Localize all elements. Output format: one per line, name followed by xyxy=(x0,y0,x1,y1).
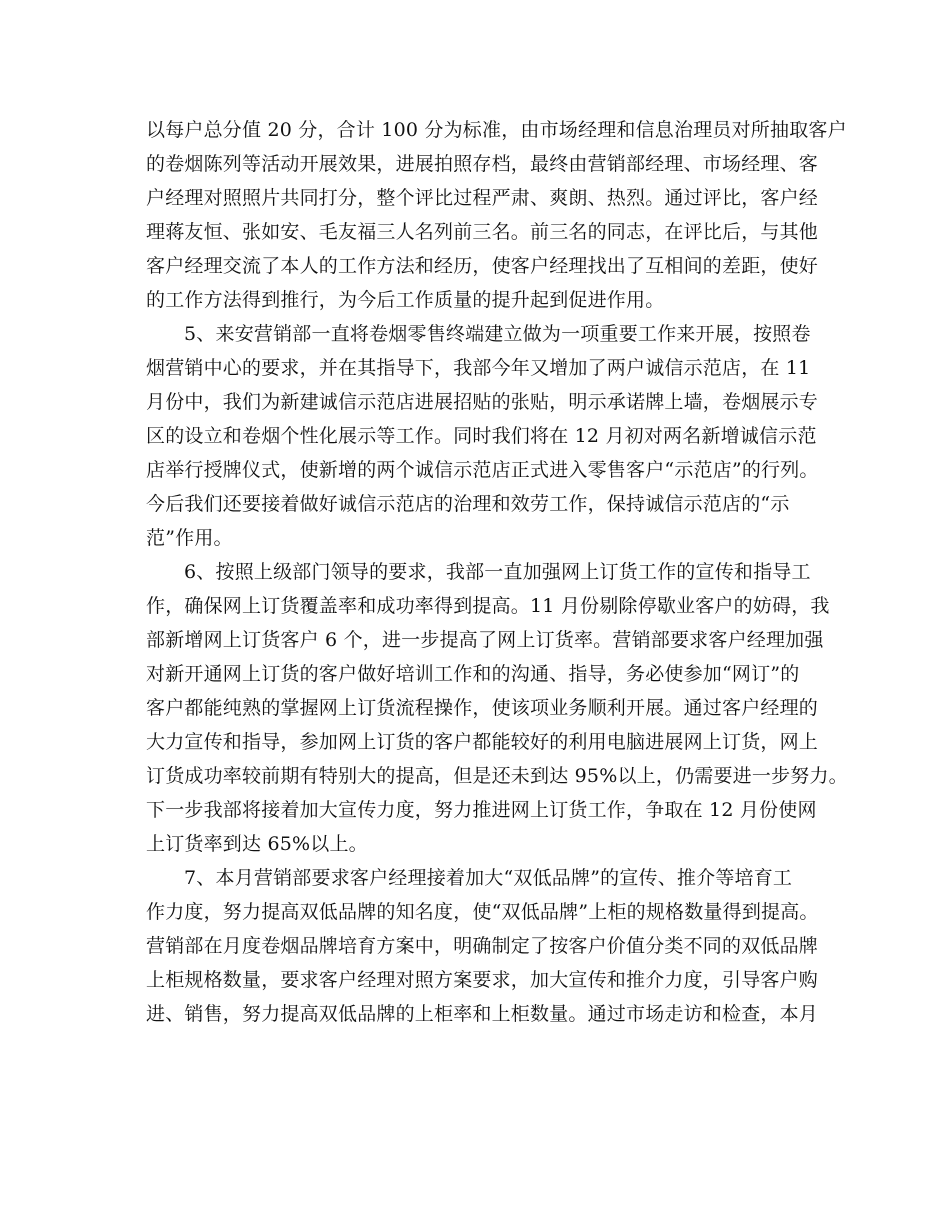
text-line: 今后我们还要接着做好诚信示范店的治理和效劳工作，保持诚信示范店的“示 xyxy=(146,493,790,515)
text-line: 户经理对照照片共同打分，整个评比过程严肃、爽朗、热烈。通过评比，客户经 xyxy=(146,187,819,209)
text-line: 6、按照上级部门领导的要求，我部一直加强网上订货工作的宣传和指导工 xyxy=(184,561,811,583)
text-line: 大力宣传和指导，参加网上订货的客户都能较好的利用电脑进展网上订货，网上 xyxy=(146,731,819,753)
text-line: 5、来安营销部一直将卷烟零售终端建立做为一项重要工作来开展，按照卷 xyxy=(184,323,811,345)
text-line: 客户经理交流了本人的工作方法和经历，使客户经理找出了互相间的差距，使好 xyxy=(146,255,819,277)
text-line: 烟营销中心的要求，并在其指导下，我部今年又增加了两户诚信示范店，在 11 xyxy=(146,357,811,379)
text-line: 进、销售，努力提高双低品牌的上柜率和上柜数量。通过市场走访和检查，本月 xyxy=(146,1003,819,1025)
text-line: 范”作用。 xyxy=(146,527,233,549)
text-line: 对新开通网上订货的客户做好培训工作和的沟通、指导，务必使参加“网订”的 xyxy=(146,663,800,685)
text-line: 以每户总分值 20 分，合计 100 分为标准，由市场经理和信息治理员对所抽取客户 xyxy=(146,119,847,141)
text-line: 7、本月营销部要求客户经理接着加大“双低品牌”的宣传、推介等培育工 xyxy=(184,867,793,889)
text-line: 订货成功率较前期有特别大的提高，但是还未到达 95%以上，仍需要进一步努力。 xyxy=(146,765,848,787)
text-line: 店举行授牌仪式，使新增的两个诚信示范店正式进入零售客户“示范店”的行列。 xyxy=(146,459,819,481)
text-line: 上柜规格数量，要求客户经理对照方案要求，加大宣传和推介力度，引导客户购 xyxy=(146,969,819,991)
text-line: 作力度，努力提高双低品牌的知名度，使“双低品牌”上柜的规格数量得到提高。 xyxy=(146,901,819,923)
text-line: 下一步我部将接着加大宣传力度，努力推进网上订货工作，争取在 12 月份使网 xyxy=(146,799,817,821)
text-line: 作，确保网上订货覆盖率和成功率得到提高。11 月份剔除停歇业客户的妨碍，我 xyxy=(146,595,830,617)
text-line: 理蒋友恒、张如安、毛友福三人名列前三名。前三名的同志，在评比后，与其他 xyxy=(146,221,819,243)
text-line: 部新增网上订货客户 6 个，进一步提高了网上订货率。营销部要求客户经理加强 xyxy=(146,629,824,651)
text-line: 客户都能纯熟的掌握网上订货流程操作，使该项业务顺利开展。通过客户经理的 xyxy=(146,697,819,719)
text-line: 的工作方法得到推行，为今后工作质量的提升起到促进作用。 xyxy=(146,289,665,311)
text-line: 区的设立和卷烟个性化展示等工作。同时我们将在 12 月初对两名新增诚信示范 xyxy=(146,425,817,447)
text-line: 上订货率到达 65%以上。 xyxy=(146,833,368,855)
text-line: 月份中，我们为新建诚信示范店进展招贴的张贴，明示承诺牌上墙，卷烟展示专 xyxy=(146,391,819,413)
text-line: 营销部在月度卷烟品牌培育方案中，明确制定了按客户价值分类不同的双低品牌 xyxy=(146,935,819,957)
text-line: 的卷烟陈列等活动开展效果，进展拍照存档，最终由营销部经理、市场经理、客 xyxy=(146,153,819,175)
